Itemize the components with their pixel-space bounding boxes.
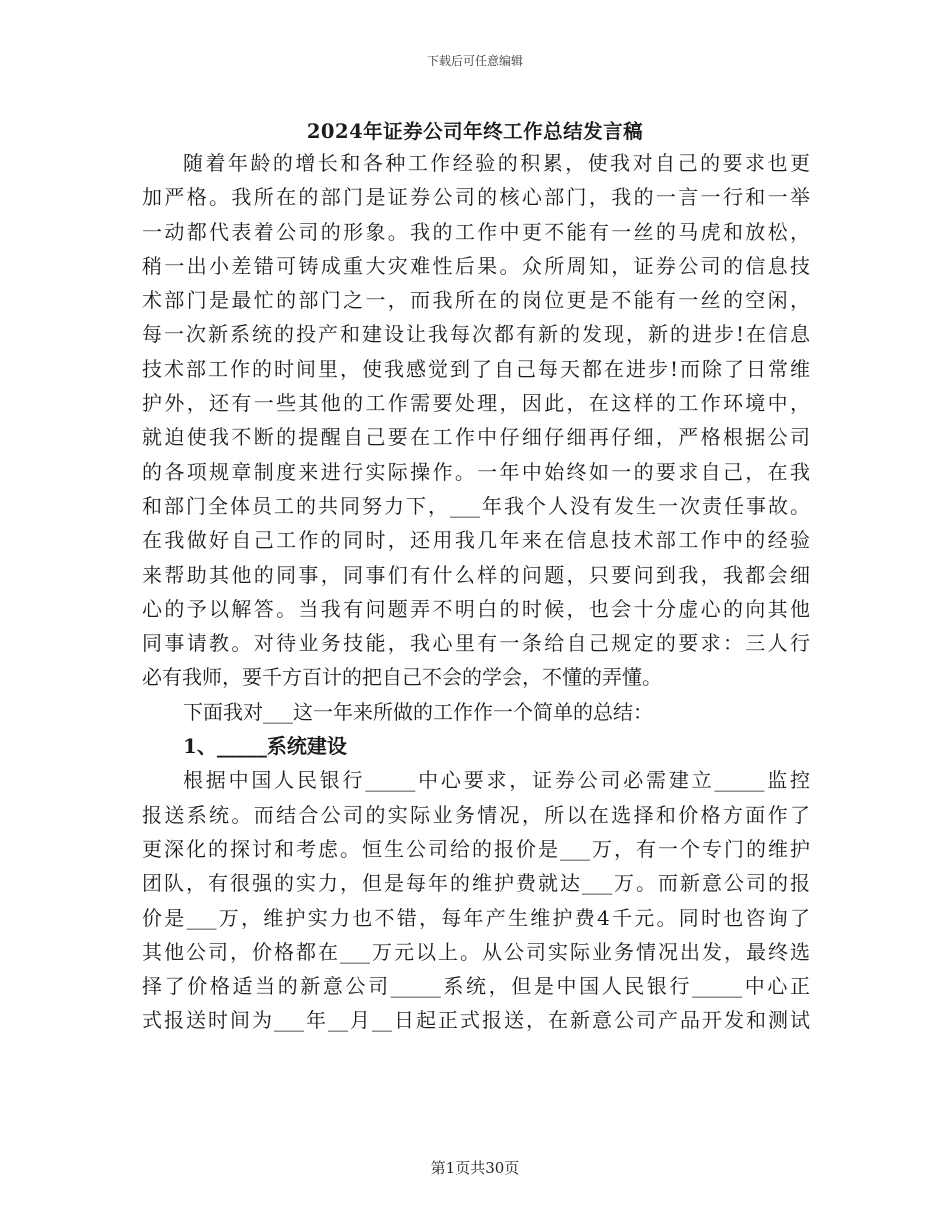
text-line: 价是___万，维护实力也不错，每年产生维护费4千元。同时也咨询了: [142, 905, 810, 930]
paragraph-3: [142, 763, 810, 1037]
text-line: 更深化的探讨和考虑。恒生公司给的报价是___万，有一个专门的维护: [142, 836, 810, 861]
text-line: 必有我师，要千方百计的把自己不会的学会，不懂的弄懂。: [142, 665, 662, 690]
header-note: 下载后可任意编辑: [426, 54, 523, 68]
text-line: 护外，还有一些其他的工作需要处理，因此，在这样的工作环境中，: [142, 391, 810, 416]
section-heading-1: 1、_____系统建设: [183, 734, 347, 759]
document-body: [142, 146, 810, 1038]
text-line: 同事请教。对待业务技能，我心里有一条给自己规定的要求：三人行: [142, 631, 810, 656]
text-line: 一动都代表着公司的形象。我的工作中更不能有一丝的马虎和放松，: [142, 219, 810, 244]
text-line: 择了价格适当的新意公司_____系统，但是中国人民银行_____中心正: [142, 974, 810, 999]
text-line: 稍一出小差错可铸成重大灾难性后果。众所周知，证券公司的信息技: [142, 253, 810, 278]
text-line: 加严格。我所在的部门是证券公司的核心部门，我的一言一行和一举: [142, 185, 810, 210]
text-line: 随着年龄的增长和各种工作经验的积累，使我对自己的要求也更: [183, 151, 810, 175]
page-number: 第1页共30页: [430, 1159, 520, 1177]
text-line: 报送系统。而结合公司的实际业务情况，所以在选择和价格方面作了: [142, 802, 810, 827]
text-line: 下面我对___这一年来所做的工作作一个简单的总结：: [183, 699, 653, 724]
text-line: 根据中国人民银行_____中心要求，证券公司必需建立_____监控: [183, 768, 810, 793]
text-line: 的各项规章制度来进行实际操作。一年中始终如一的要求自己，在我: [142, 459, 810, 484]
text-line: 每一次新系统的投产和建设让我每次都有新的发现，新的进步!在信息: [142, 322, 810, 347]
text-line: 就迫使我不断的提醒自己要在工作中仔细仔细再仔细，严格根据公司: [142, 425, 810, 450]
paragraph-1: [142, 146, 810, 695]
text-line: 技术部工作的时间里，使我感觉到了自己每天都在进步!而除了日常维: [142, 356, 810, 381]
document-title: 2024年证券公司年终工作总结发言稿: [306, 120, 644, 143]
text-line: 其他公司，价格都在___万元以上。从公司实际业务情况出发，最终选: [142, 939, 810, 964]
text-line: 式报送时间为___年__月__日起正式报送，在新意公司产品开发和测试: [142, 1008, 810, 1033]
text-line: 在我做好自己工作的同时，还用我几年来在信息技术部工作中的经验: [142, 528, 810, 553]
text-line: 心的予以解答。当我有问题弄不明白的时候，也会十分虚心的向其他: [142, 596, 810, 621]
text-line: 和部门全体员工的共同努力下，___年我个人没有发生一次责任事故。: [142, 493, 810, 518]
text-line: 团队，有很强的实力，但是每年的维护费就达___万。而新意公司的报: [142, 871, 810, 896]
text-line: 来帮助其他的同事，同事们有什么样的问题，只要问到我，我都会细: [142, 562, 810, 587]
text-line: 术部门是最忙的部门之一，而我所在的岗位更是不能有一丝的空闲，: [142, 288, 810, 313]
paragraph-2: [142, 695, 810, 729]
